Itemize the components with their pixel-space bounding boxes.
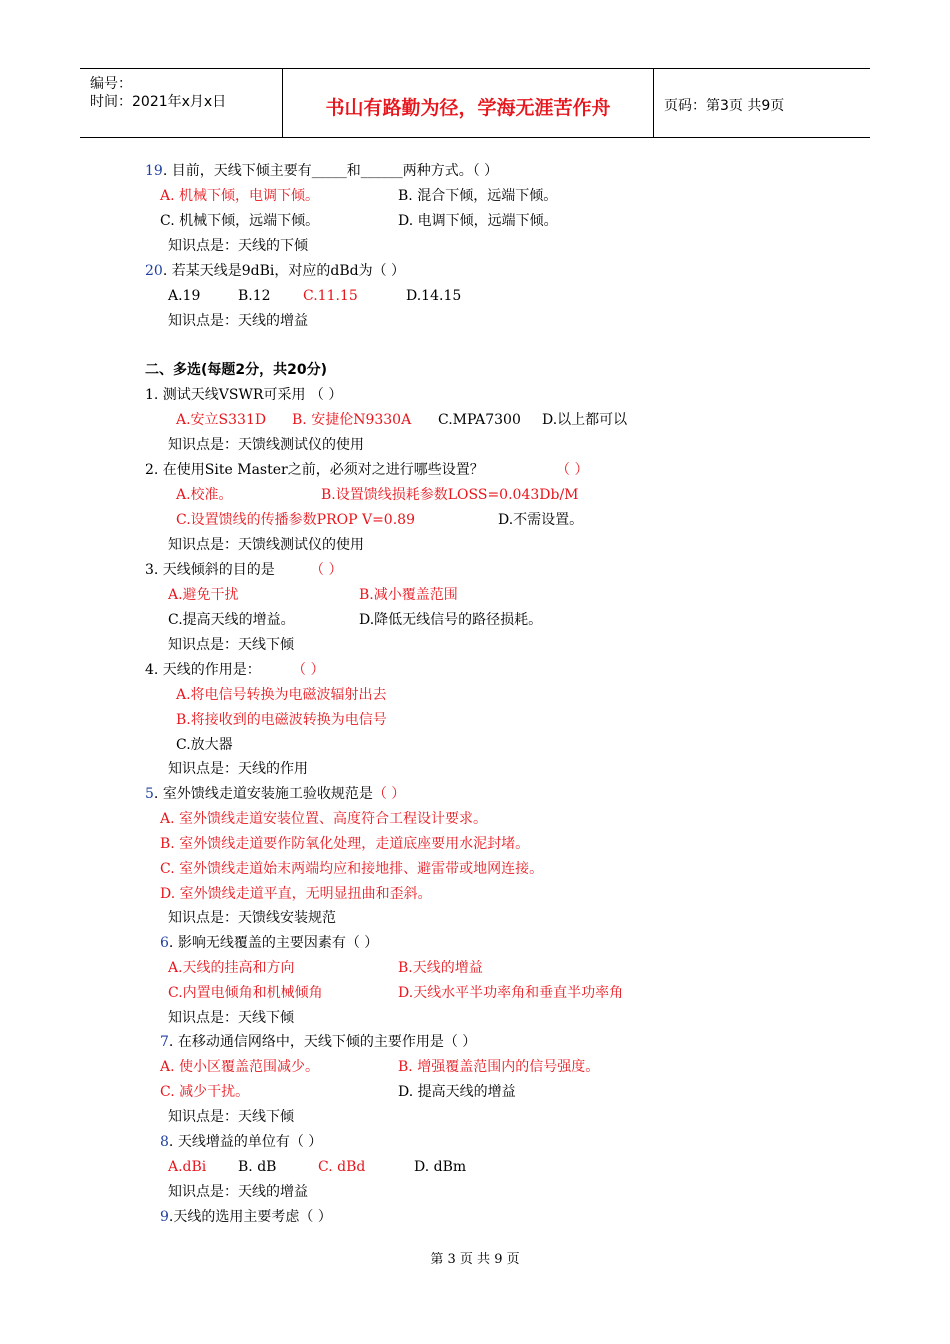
mc-question-2: 2. 在使用Site Master之前，必须对之进行哪些设置？ [145,462,484,478]
option-d: D. 室外馈线走道平直，无明显扭曲和歪斜。 [160,886,432,902]
option-a: A. 使小区覆盖范围减少。 [160,1059,320,1075]
header-motto-cell [283,69,654,137]
mc-question-7 [160,1033,476,1051]
option-c: C.提高天线的增益。 [168,612,295,628]
question-number: 5 [145,786,154,802]
option-b: B.设置馈线损耗参数LOSS=0.043Db/M [321,487,579,503]
knowledge-point: 知识点是：天馈线测试仪的使用 [168,537,364,553]
knowledge-point: 知识点是：天线下倾 [168,1010,294,1026]
option-d: D.天线水平半功率角和垂直半功率角 [398,985,624,1001]
option-d: D. 提高天线的增益 [398,1084,516,1100]
option-a: A.安立S331D [176,412,267,428]
option-d: D.以上都可以 [542,412,628,428]
knowledge-point: 知识点是：天线的增益 [168,1184,308,1200]
option-b: B. 增强覆盖范围内的信号强度。 [398,1059,600,1075]
option-d: D. 电调下倾，远端下倾。 [398,213,558,229]
page-footer: 第 3 页 共 9 页 [430,1252,520,1267]
header-meta-cell [80,69,283,137]
question-number: 7 [160,1034,169,1050]
mc-question-6 [160,934,378,952]
question-number: 19 [145,163,163,179]
option-d: D.不需设置。 [498,512,584,528]
mc-question-4: 4. 天线的作用是： [145,662,261,678]
option-a: A.将电信号转换为电磁波辐射出去 [176,687,387,703]
option-b: B. 室外馈线走道要作防氧化处理，走道底座要用水泥封堵。 [160,836,530,852]
question-text: . 在移动通信网络中，天线下倾的主要作用是（ ） [168,1034,477,1050]
option-b: B. dB [238,1159,277,1175]
option-c: C. 减少干扰。 [160,1084,250,1100]
date-label: 时间：2021年x月x日 [90,94,227,110]
question-19 [145,162,498,180]
option-c: C.11.15 [303,288,358,304]
option-c: C.MPA7300 [438,412,521,428]
question-number: 6 [160,935,169,951]
option-c: C.设置馈线的传播参数PROP V=0.89 [176,512,415,528]
number-label: 编号： [90,76,132,92]
option-b: B.将接收到的电磁波转换为电信号 [176,712,387,728]
answer-paren: （ ） [372,786,406,802]
option-b: B.减小覆盖范围 [359,587,458,603]
option-c: C. 机械下倾，远端下倾。 [160,213,320,229]
knowledge-point: 知识点是：天馈线安装规范 [168,910,336,926]
option-a: A. 机械下倾，电调下倾。 [160,188,320,204]
option-b: B. 安捷伦N9330A [292,412,412,428]
mc-question-9 [160,1208,332,1226]
question-number: 8 [160,1134,169,1150]
question-text: . 影响无线覆盖的主要因素有（ ） [168,935,379,951]
mc-question-8 [160,1133,322,1151]
option-d: D.降低无线信号的路径损耗。 [359,612,543,628]
document-header [80,68,870,138]
question-text: . 天线增益的单位有（ ） [168,1134,323,1150]
option-c: C. dBd [318,1159,366,1175]
mc-question-5 [145,785,405,803]
motto: 书山有路勤为径，学海无涯苦作舟 [325,97,611,119]
option-a: A. 室外馈线走道安装位置、高度符合工程设计要求。 [160,811,488,827]
option-c: C.放大器 [176,737,233,753]
answer-paren: （ ） [292,662,325,678]
knowledge-point: 知识点是：天线的增益 [168,313,308,329]
page-info: 页码：第3页 共9页 [664,98,785,114]
question-text: .天线的选用主要考虑（ ） [168,1209,332,1225]
option-b: B.12 [238,288,271,304]
knowledge-point: 知识点是：天线下倾 [168,1109,294,1125]
option-d: D.14.15 [406,288,462,304]
option-b: B.天线的增益 [398,960,483,976]
option-d: D. dBm [414,1159,467,1175]
option-a: A.dBi [168,1159,207,1175]
question-number: 20 [145,263,163,279]
option-a: A.19 [168,288,201,304]
knowledge-point: 知识点是：天线的下倾 [168,238,308,254]
option-c: C. 室外馈线走道始末两端均应和接地排、避雷带或地网连接。 [160,861,544,877]
option-a: A.校准。 [176,487,233,503]
section-heading: 二、多选(每题2分，共20分) [145,362,328,378]
header-page-cell [654,69,870,137]
question-text: . 目前，天线下倾主要有_____和______两种方式。（ ） [162,163,499,179]
mc-question-3: 3. 天线倾斜的目的是 [145,562,275,578]
knowledge-point: 知识点是：天线的作用 [168,761,308,777]
question-text: . 若某天线是9dBi，对应的dBd为（ ） [162,263,406,279]
answer-paren: （ ） [556,462,589,478]
question-text: . 室外馈线走道安装施工验收规范是 [153,786,373,802]
mc-question-1: 1. 测试天线VSWR可采用 （ ） [145,387,343,403]
option-b: B. 混合下倾，远端下倾。 [398,188,558,204]
question-20 [145,262,405,280]
option-a: A.天线的挂高和方向 [168,960,295,976]
knowledge-point: 知识点是：天线下倾 [168,637,294,653]
option-c: C.内置电倾角和机械倾角 [168,985,323,1001]
option-a: A.避免干扰 [168,587,239,603]
answer-paren: （ ） [310,562,343,578]
knowledge-point: 知识点是：天馈线测试仪的使用 [168,437,364,453]
question-number: 9 [160,1209,169,1225]
